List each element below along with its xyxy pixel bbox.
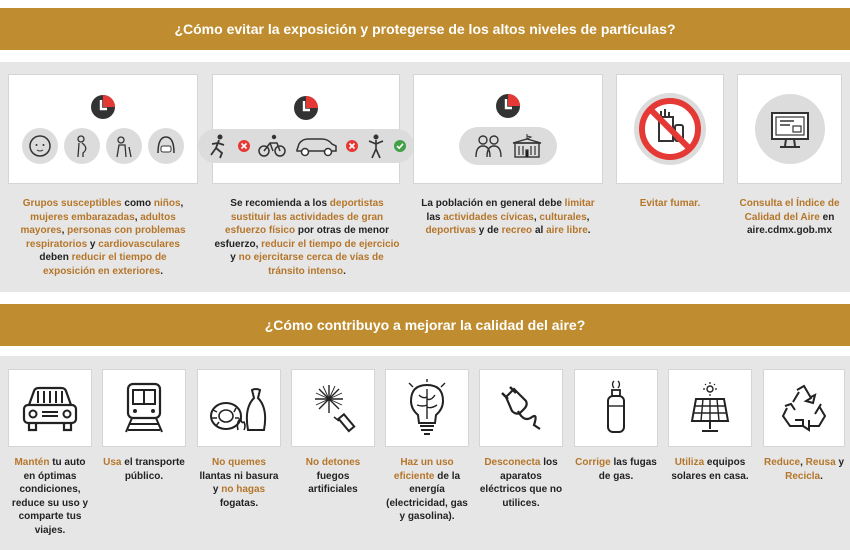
yoga-icon <box>366 133 386 159</box>
general-population-icon <box>459 127 557 165</box>
burning-tires-text: No quemes llantas ni basura y no hagas fogatas. <box>199 457 279 509</box>
fireworks-icon <box>307 381 359 435</box>
general-population-text: La población en general debe limitar las actividades cívicas, culturales, deportivas y de recreo al aire libre. <box>421 198 595 236</box>
lightbulb-card <box>385 369 469 447</box>
susceptible-groups-card <box>8 74 198 184</box>
runner-icon <box>206 133 230 159</box>
car-card <box>8 369 92 447</box>
athletes-icon <box>198 129 414 163</box>
no-smoking-card <box>616 74 724 184</box>
section2-banner <box>0 304 850 346</box>
clock-icon <box>293 95 319 121</box>
no-smoking-text: Evitar fumar. <box>639 198 701 209</box>
pregnant-woman-icon <box>64 128 100 164</box>
gas-cylinder-text: Corrige las fugas de gas. <box>575 457 657 482</box>
susceptible-groups-icon <box>22 128 184 164</box>
baby-icon <box>22 128 58 164</box>
recycle-icon <box>779 384 829 432</box>
section1-banner <box>0 8 850 50</box>
general-population-card <box>413 74 603 184</box>
building-icon <box>511 133 543 159</box>
recycle-card <box>763 369 845 447</box>
lightbulb-icon <box>405 379 449 437</box>
unplug-card <box>479 369 563 447</box>
cross-icon <box>346 140 358 152</box>
air-quality-text: Consulta el Índice de Calidad del Aire en aire.cdmx.gob.mx <box>739 198 840 236</box>
section1-title: ¿Cómo evitar la exposición y protegerse de los altos niveles de partículas? <box>174 21 676 37</box>
gas-cylinder-card <box>574 369 658 447</box>
burning-tires-icon <box>208 382 270 434</box>
solar-panel-card <box>668 369 752 447</box>
car-text: Mantén tu auto en óptimas condiciones, reduce su uso y comparte tus viajes. <box>11 457 89 536</box>
car-traffic-icon <box>294 134 338 158</box>
clock-icon <box>495 93 521 119</box>
no-smoking-icon <box>632 91 708 167</box>
train-card <box>102 369 186 447</box>
unplug-text: Desconecta los aparatos eléctricos que no utilices. <box>479 457 563 509</box>
fireworks-card <box>291 369 375 447</box>
section2-title: ¿Cómo contribuyo a mejorar la calidad del aire? <box>264 317 586 333</box>
athletes-card <box>212 74 400 184</box>
clock-icon <box>90 94 116 120</box>
car-icon <box>19 381 81 435</box>
lightbulb-text: Haz un uso eficiente de la energía (electricidad, gas y gasolina). <box>386 457 468 522</box>
athletes-text: Se recomienda a los deportistas sustituir las actividades de gran esfuerzo físico por otras de menor esfuerzo, reducir el tiempo de ejercicio y no ejercitarse cerca de vías de tránsito intenso. <box>214 198 400 277</box>
recycle-text: Reduce, Reusa y Recicla. <box>763 457 845 482</box>
cyclist-icon <box>258 134 286 158</box>
burning-tires-card <box>197 369 281 447</box>
solar-panel-icon <box>688 381 732 435</box>
air-quality-card <box>737 74 842 184</box>
train-icon <box>122 380 166 436</box>
fireworks-text: No detones fuegos artificiales <box>305 457 361 495</box>
susceptible-groups-text: Grupos susceptibles como niños, mujeres embarazadas, adultos mayores, personas con problemas respiratorios y cardiovasculares deben reducir el tiempo de exposición en exteriores. <box>20 198 186 277</box>
cross-icon <box>238 140 250 152</box>
unplug-icon <box>496 383 546 433</box>
gas-cylinder-icon <box>601 380 631 436</box>
check-icon <box>394 140 406 152</box>
elderly-icon <box>106 128 142 164</box>
train-text: Usa el transporte público. <box>103 457 185 482</box>
solar-panel-text: Utiliza equipos solares en casa. <box>671 457 749 482</box>
masked-person-icon <box>148 128 184 164</box>
people-icon <box>473 133 503 159</box>
computer-icon <box>753 92 827 166</box>
